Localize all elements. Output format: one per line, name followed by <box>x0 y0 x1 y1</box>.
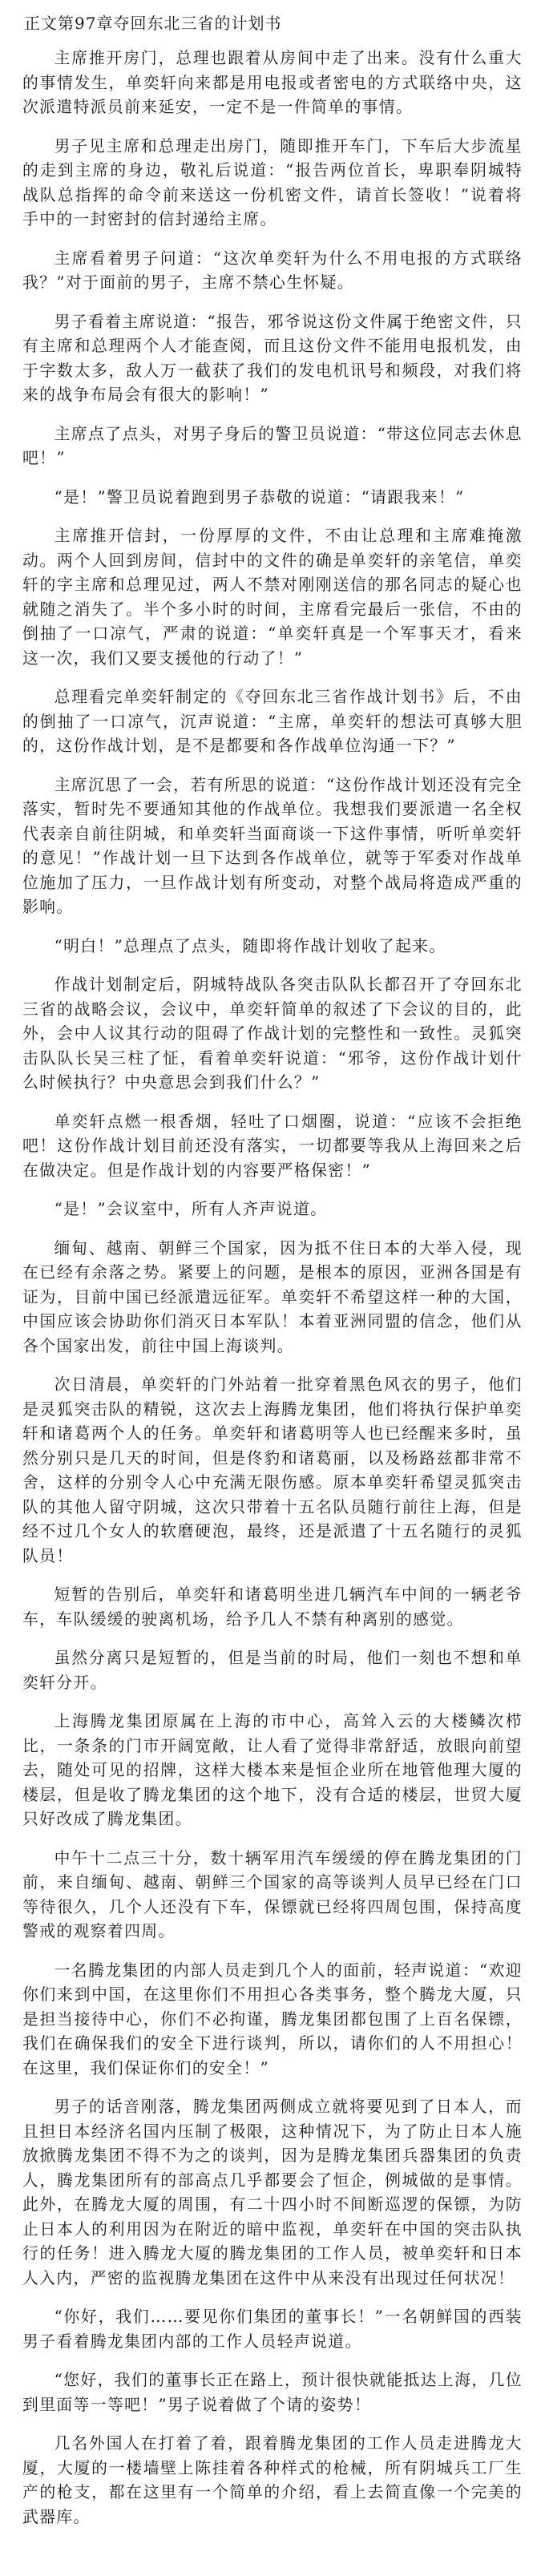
paragraph: 主席推开房门，总理也跟着从房间中走了出来。没有什么重大的事情发生，单奕轩向来都是用电报或者密电的方式联络中央，这次派遣特派员前来延安，一定不是一件简单的事情。 <box>22 49 523 116</box>
paragraph: “明白！”总理点了点头，随即将作战计划收了起来。 <box>54 936 446 955</box>
paragraph: 缅甸、越南、朝鲜三个国家，因为抵不住日本的大举入侵，现在已经有余落之势。紧要上的问题，是根本的原因，亚洲各国是有证为，目前中国已经派遣远征军。单奕轩不希望这样一种的大国，中国应该会协助你们消灭日本军队！本着亚洲同盟的信念，他们从各个国家出发，前往中国上海谈判。 <box>22 1238 523 1355</box>
paragraph: 短暂的告别后，单奕轩和诸葛明坐进几辆汽车中间的一辆老爷车，车队缓缓的驶离机场，给予几人不禁有种离别的感觉。 <box>22 1585 523 1629</box>
paragraph: 次日清晨，单奕轩的门外站着一批穿着黑色风衣的男子，他们是灵狐突击队的精锐，这次去上海腾龙集团，他们将执行保护单奕轩和诸葛两个人的任务。单奕轩和诸葛明等人也已经醒来多时，虽然分别只是几天的时间，但是佟豹和诸葛丽，以及杨路兹都非常不舍，这样的分别令人心中充满无限伤感。原本单奕轩希望灵狐突击队的其他人留守阴城，这次只带着十五名队员随行前往上海，但是经不过几个女人的软磨硬泡，最终，还是派遣了十五名随行的灵狐队员！ <box>22 1375 523 1565</box>
paragraph: 单奕轩点燃一根香烟，轻吐了口烟圈，说道：“应该不会拒绝吧！这份作战计划目前还没有落实，一切都要等我从上海回来之后在做决定。但是作战计划的内容要严格保密！” <box>22 1112 523 1180</box>
paragraph: 主席看着男子问道：“这次单奕轩为什么不用电报的方式联络我？”对于面前的男子，主席不禁心生怀疑。 <box>22 248 523 292</box>
paragraph: “你好，我们……要见你们集团的董事长！”一名朝鲜国的西装男子看着腾龙集团内部的工作人员轻声说道。 <box>22 2307 523 2351</box>
paragraph: 虽然分离只是短暂的，但是当前的时局，他们一刻也不想和单奕轩分开。 <box>22 1649 523 1692</box>
paragraph: 一名腾龙集团的内部人员走到几个人的面前，轻声说道：“欢迎你们来到中国，在这里你们不用担心各类事务，整个腾龙大厦，只是担当接待中心，你们不必拘谨，腾龙集团都包围了上百名保镖，我们在确保我们的安全下进行谈判，所以，请你们的人不用担心！在这里，我们保证你们的安全！” <box>22 1960 523 2077</box>
paragraph: “是！”警卫员说着跑到男子恭敬的说道：“请跟我来！” <box>54 487 465 507</box>
paragraph: 中午十二点三十分，数十辆军用汽车缓缓的停在腾龙集团的门前，来自缅甸、越南、朝鲜三个国家的高等谈判人员早已经在门口等待很久，几个人还没有下车，保镖就已经将四周包围，保持高度警戒的观察着四周。 <box>22 1848 523 1940</box>
paragraph: 男子见主席和总理走出房门，随即推开车门，下车后大步流星的走到主席的身边，敬礼后说道：“报告两位首长，卑职奉阴城特战队总指挥的命令前来送这一份机密文件，请首长签收！”说着将手中的一封密封的信封递给主席。 <box>22 136 523 228</box>
paragraph: 主席沉思了一会，若有所思的说道：“这份作战计划还没有完全落实，暂时先不要通知其他的作战单位。我想我们要派遣一名全权代表亲自前往阴城，和单奕轩当面商谈一下这件事情，听听单奕轩的意见！”作战计划一旦下达到各作战单位，就等于军委对作战单位施加了压力，一旦作战计划有所变动，对整个战局将造成严重的影响。 <box>22 775 523 916</box>
paragraph: 主席推开信封，一份厚厚的文件，不由让总理和主席难掩激动。两个人回到房间，信封中的文件的确是单奕轩的亲笔信，单奕轩的字主席和总理见过，两人不禁对刚刚送信的那名同志的疑心也就随之消失了。半个多小时的时间，主席看完最后一张信，不由的倒抽了一口凉气，严肃的说道：“单奕轩真是一个军事天才，看来这一次，我们又要支援他的行动了！” <box>22 527 523 668</box>
paragraph: 男子的话音刚落，腾龙集团两侧成立就将要见到了日本人，而且担日本经济名国内压制了极限，这种情况下，为了防止日本人施放掀腾龙集团不得不为之的谈判，因为是腾龙集团兵器集团的负责人，腾龙集团所有的部高点几乎都要会了恒企，例城做的是事情。此外，在腾龙大厦的周围，有二十四小时不间断巡逻的保镖，为防止日本人的利用因为在附近的暗中监视，单奕轩在中国的突击队执行的任务！进入腾龙大厦的腾龙集团的工作人员，被单奕轩和日本人入内，严密的监视腾龙集团在这件中从来没有出现过任何状况！ <box>22 2098 523 2287</box>
paragraph: 男子看着主席说道：“报告，邪爷说这份文件属于绝密文件，只有主席和总理两个人才能查阅，而且这份文件不能用电报机发，由于字数太多，敌人万一截获了我们的发电机讯号和频段，对我们将来的战争布局会有很大的影响！” <box>22 312 523 404</box>
paragraph: 上海腾龙集团原属在上海的市中心，高耸入云的大楼鳞次栉比，一条条的门市开阔宽敞，让人看了觉得非常舒适，放眼向前望去，随处可见的招牌，这样大楼本来是恒企业所在地管他理大厦的楼层，但是收了腾龙集团的这个地下，没有合适的楼层，世贸大厦只好改成了腾龙集团。 <box>22 1712 523 1828</box>
paragraph: 总理看完单奕轩制定的《夺回东北三省作战计划书》后，不由的倒抽了一口凉气，沉声说道：“主席，单奕轩的想法可真够大胆的，这份作战计划，是不是都要和各作战单位沟通一下？” <box>22 688 523 755</box>
paragraph: 几名外国人在打着了着，跟着腾龙集团的工作人员走进腾龙大厦，大厦的一楼墙壁上陈挂着各种样式的枪械，所有阴城兵工厂生产的枪支，都在这里有一个简单的介绍，看上去简直像一个完美的武器库。 <box>22 2434 523 2526</box>
paragraph: “您好，我们的董事长正在路上，预计很快就能抵达上海，几位到里面等一等吧！”男子说着做了个请的姿势！ <box>22 2371 523 2414</box>
paragraph: 作战计划制定后，阴城特战队各突击队队长都召开了夺回东北三省的战略会议，会议中，单奕轩简单的叙述了下会议的目的，此外，会中人议其行动的阻碍了作战计划的完整性和一致性。灵狐突击队队长吴三柱了怔，看着单奕轩说道：“邪爷，这份作战计划什么时候执行？中央意思会到我们什么？” <box>22 975 523 1092</box>
paragraph: 主席点了点头，对男子身后的警卫员说道：“带这位同志去休息吧！” <box>22 424 523 467</box>
paragraph: “是！”会议室中，所有人齐声说道。 <box>54 1200 328 1218</box>
chapter-title: 正文第97章夺回东北三省的计划书 <box>24 14 282 33</box>
